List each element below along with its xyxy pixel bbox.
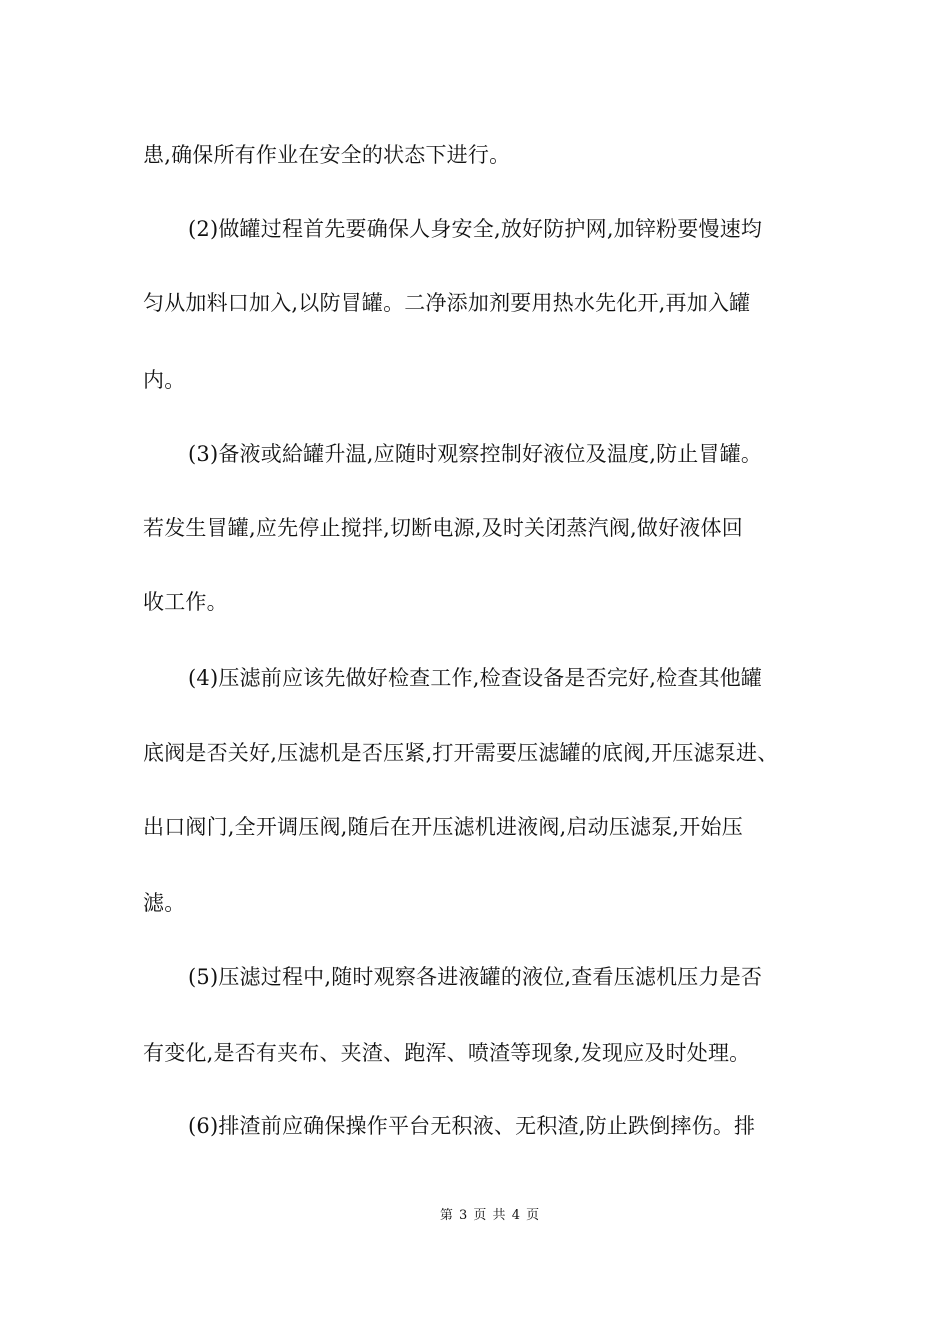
paragraph-line: (6)排渣前应确保操作平台无积液、无积渣,防止跌倒摔伤。排 [188,1114,756,1138]
paragraph-line: 匀从加料口加入,以防冒罐。二净添加剂要用热水先化开,再加入罐 [143,291,751,315]
paragraph-line: 若发生冒罐,应先停止搅拌,切断电源,及时关闭蒸汽阀,做好液体回 [143,516,743,540]
paragraph-line: 有变化,是否有夹布、夹渣、跑浑、喷渣等现象,发现应及时处理。 [143,1041,751,1065]
paragraph-line: (2)做罐过程首先要确保人身安全,放好防护网,加锌粉要慢速均 [188,217,763,241]
paragraph-line: 患,确保所有作业在安全的状态下进行。 [143,143,511,167]
paragraph-line: (4)压滤前应该先做好检查工作,检查设备是否完好,检查其他罐 [188,666,763,690]
paragraph-line: 收工作。 [143,590,228,614]
paragraph-line: 内。 [143,368,186,392]
page-footer: 第 3 页 共 4 页 [439,1208,541,1223]
paragraph-line: (5)压滤过程中,随时观察各进液罐的液位,查看压滤机压力是否 [188,965,763,989]
paragraph-line: 滤。 [143,891,186,915]
paragraph-line: (3)备液或給罐升温,应随时观察控制好液位及温度,防止冒罐。 [188,442,763,466]
paragraph-line: 出口阀门,全开调压阀,随后在开压滤机进液阀,启动压滤泵,开始压 [143,815,743,839]
paragraph-line: 底阀是否关好,压滤机是否压紧,打开需要压滤罐的底阀,开压滤泵进、 [143,741,779,765]
